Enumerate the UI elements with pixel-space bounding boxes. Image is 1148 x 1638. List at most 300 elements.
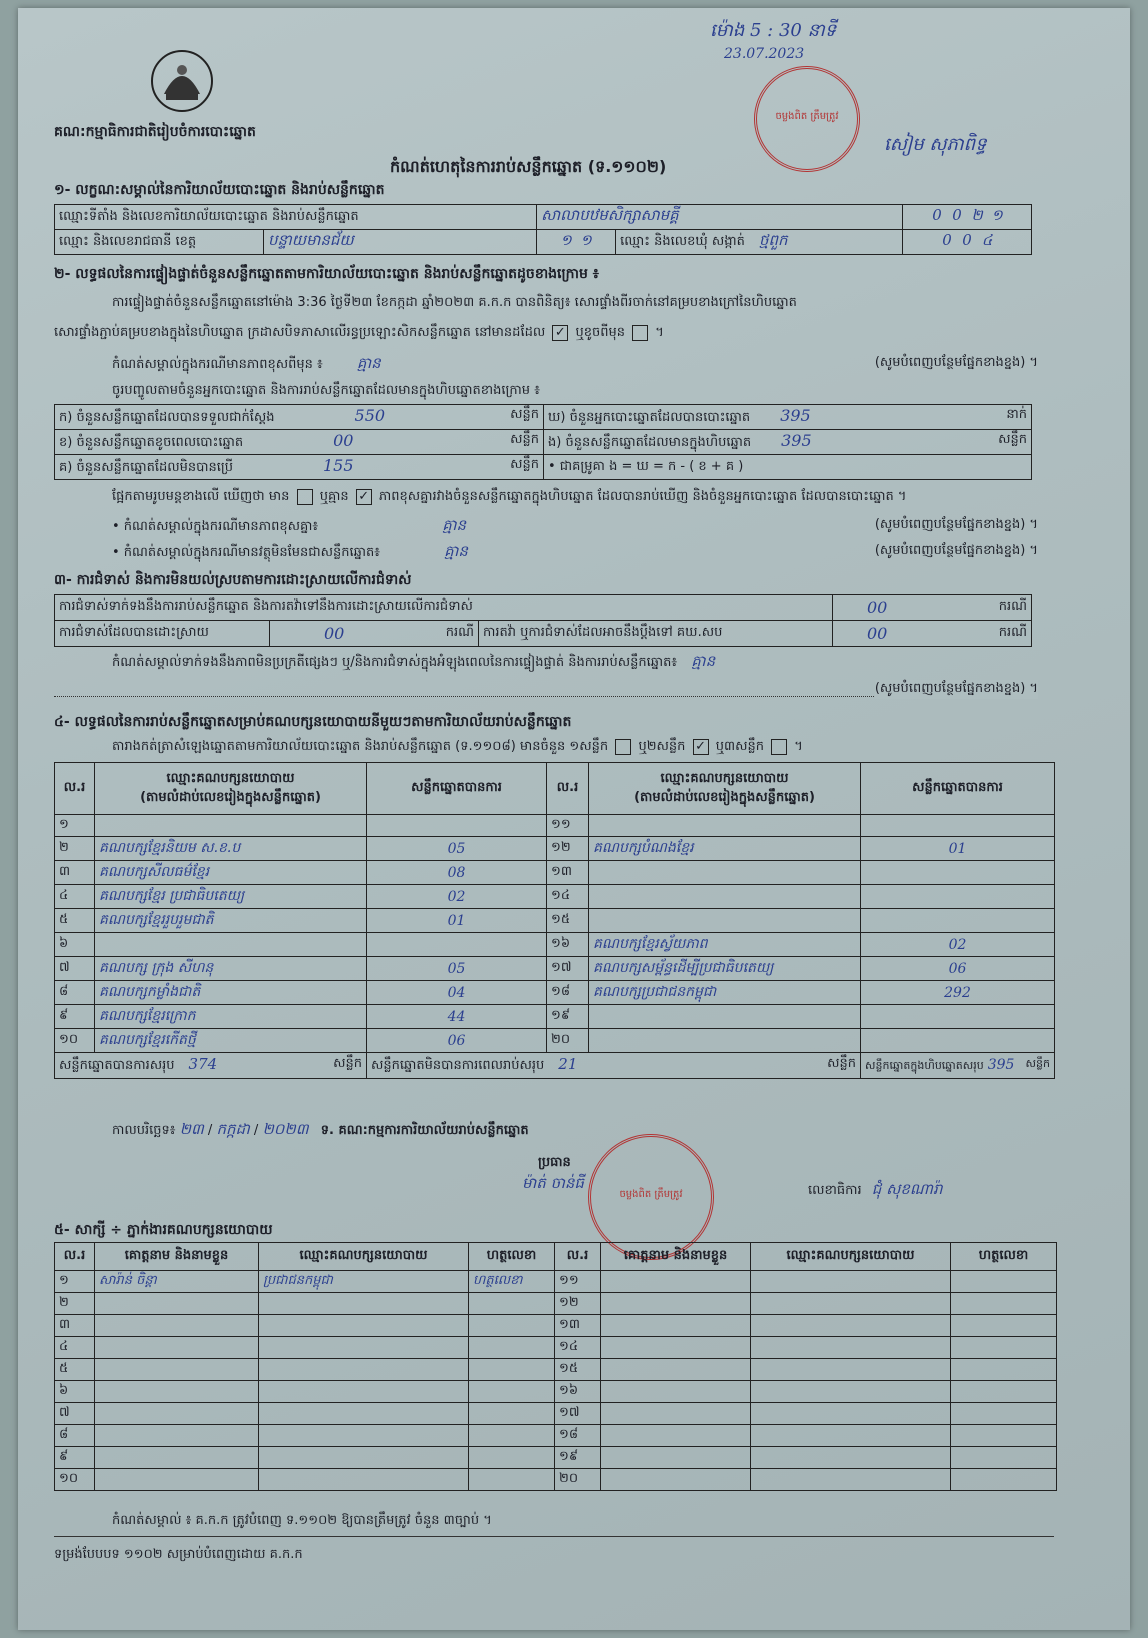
fill-more: (សូមបំពេញបន្ថែមផ្នែកខាងខ្នង) ។ — [874, 355, 1038, 370]
witness-party — [751, 1469, 951, 1491]
vote-count: 01 — [367, 909, 547, 933]
count-e-label: ង) ចំនួនសន្លឹកឆ្នោតដែលមានក្នុងហិបឆ្នោត — [548, 435, 752, 450]
vote-count — [861, 1029, 1055, 1053]
w-col-party: ឈ្មោះគណបក្សនយោបាយ — [751, 1243, 951, 1271]
count-e-unit: សន្លឹក — [998, 432, 1027, 447]
table-row — [55, 909, 1055, 933]
party-name — [95, 815, 367, 837]
col-party-label: ឈ្មោះគណបក្សនយោបាយ — [166, 770, 295, 786]
damaged-label: ឬខូចពីមុន — [575, 325, 625, 340]
witness-name — [601, 1315, 751, 1337]
secretary-name: ជុំ សុខណារ៉ា — [871, 1180, 943, 1198]
unit: សន្លឹក — [333, 1056, 362, 1071]
row-no: ១៤ — [555, 1337, 601, 1359]
objections-table — [54, 594, 1032, 647]
row-no: ១០ — [55, 1469, 95, 1491]
party-name: គណបក្សប្រជាជនកម្ពុជា — [589, 981, 861, 1005]
witness-signature — [469, 1315, 555, 1337]
total-valid-value: 374 — [188, 1055, 218, 1073]
diff-has-label: ផ្អែកតាមរូបមន្តខាងលើ ឃើញថា មាន — [112, 489, 290, 504]
party-name: គណបក្សខ្មែរស្វ័យភាព — [589, 933, 861, 957]
col-votes: សន្លឹកឆ្នោតបានការ — [367, 763, 547, 815]
total-valid-label: សន្លឹកឆ្នោតបានការសរុប — [59, 1058, 175, 1073]
witness-name — [601, 1293, 751, 1315]
witness-name — [95, 1447, 259, 1469]
total-box — [861, 1053, 1055, 1079]
commune-digits — [903, 230, 1032, 255]
witness-name — [95, 1337, 259, 1359]
row-no: ៦ — [55, 933, 95, 957]
count-a-value: 550 — [354, 406, 386, 425]
row-no: ៩ — [55, 1447, 95, 1469]
commune-label: ឈ្មោះ និងលេខឃុំ សង្កាត់ — [620, 234, 745, 249]
bullet1-value: គ្មាន — [442, 516, 466, 534]
bullet2 — [112, 542, 1038, 564]
party-name: គណបក្សខ្មែរក្រោក — [95, 1005, 367, 1029]
note1 — [112, 354, 1038, 376]
witness-name — [601, 1425, 751, 1447]
footer-divider — [54, 1536, 1054, 1537]
resolved-value: 00 — [324, 624, 345, 643]
party-name — [589, 815, 861, 837]
commune-value: ថ្មពួក — [759, 231, 788, 249]
verify-line2: សោរផ្ទាំងភ្ជាប់គម្របខាងក្នុងនៃហិបឆ្នោត ក្រដាសបិទភាសាលើរន្ធប្រឡោះសិកសន្លឹកឆ្នោត នៅមានដដែល ✓ ឬខូចពីមុន ។ — [54, 324, 664, 340]
table-row — [55, 1337, 1057, 1359]
party-name — [589, 909, 861, 933]
table-row — [55, 1381, 1057, 1403]
w-col-no: ល.រ — [55, 1243, 95, 1271]
emblem-icon — [146, 46, 218, 116]
row-no: ៩ — [55, 1005, 95, 1029]
witness-signature — [469, 1359, 555, 1381]
table-row — [55, 1271, 1057, 1293]
vote-count — [367, 815, 547, 837]
witness-party — [259, 1315, 469, 1337]
count-a-label: ក) ចំនួនសន្លឹកឆ្នោតដែលបានទទួលជាក់ស្តែង — [59, 410, 275, 425]
witness-signature: ហត្ថលេខា — [469, 1271, 555, 1293]
emblem — [146, 46, 218, 116]
two-sheet-label: ឬ២សន្លឹក — [638, 739, 686, 754]
witness-table — [54, 1242, 1057, 1491]
witness-party — [751, 1359, 951, 1381]
date-label: កាលបរិច្ឆេទ៖ — [112, 1123, 176, 1138]
witness-name — [601, 1403, 751, 1425]
count-d — [544, 405, 1032, 430]
col-no: ល.រ — [55, 763, 95, 815]
witness-name — [601, 1381, 751, 1403]
witness-name — [601, 1337, 751, 1359]
unit: សន្លឹក — [827, 1056, 856, 1071]
row-no: ៨ — [55, 1425, 95, 1447]
witness-name — [95, 1425, 259, 1447]
handwritten-time: ម៉ោង 5 : 30 នាទី — [710, 20, 837, 41]
witness-name — [95, 1403, 259, 1425]
row-no: ៤ — [55, 885, 95, 909]
digit: ៤ — [981, 231, 993, 249]
one-sheet-checkbox[interactable] — [615, 739, 631, 755]
vote-count: 04 — [367, 981, 547, 1005]
count-a-unit: សន្លឹក — [510, 407, 539, 422]
row-no: ១៧ — [555, 1403, 601, 1425]
stamp-text: ចម្លងពិត ត្រឹមត្រូវ — [619, 1189, 683, 1200]
witness-party — [751, 1337, 951, 1359]
count-e-value: 395 — [781, 431, 812, 450]
vote-count: 05 — [367, 837, 547, 861]
row-no: ៦ — [55, 1381, 95, 1403]
witness-signature — [951, 1337, 1057, 1359]
witness-signature — [951, 1271, 1057, 1293]
count-c — [55, 455, 544, 480]
digit: 0 — [952, 206, 962, 224]
formula: • ជាគម្រូគា ង = ឃ = ក - ( ខ + គ ) — [544, 455, 1032, 480]
irregularity-value: គ្មាន — [691, 652, 716, 670]
witness-name — [601, 1359, 751, 1381]
table-row — [55, 837, 1055, 861]
w-col-sign: ហត្ថលេខា — [951, 1243, 1057, 1271]
chair-name: ម៉ាត់ ចាន់ធី — [522, 1174, 584, 1192]
vote-count — [861, 885, 1055, 909]
table-row — [55, 933, 1055, 957]
party-name — [589, 885, 861, 909]
row-no: ២០ — [547, 1029, 589, 1053]
fill-more: (សូមបំពេញបន្ថែមផ្នែកខាងខ្នង) ។ — [874, 543, 1038, 558]
witness-party — [259, 1447, 469, 1469]
row-no: ១២ — [547, 837, 589, 861]
row-no: ២ — [55, 1293, 95, 1315]
party-name: គណបក្សខ្មែររួបរួមជាតិ — [95, 909, 367, 933]
diff-none-checkbox[interactable]: ✓ — [356, 489, 372, 505]
party-name — [589, 861, 861, 885]
digit: ២ — [971, 206, 983, 224]
signature-name: សៀម សុភាពិទ្ធ — [884, 134, 987, 155]
verify-line2-text: សោរផ្ទាំងភ្ជាប់គម្របខាងក្នុងនៃហិបឆ្នោត ក្រដាសបិទភាសាលើរន្ធប្រឡោះសិកសន្លឹកឆ្នោត នៅមានដដែល — [54, 325, 546, 340]
vote-count: 05 — [367, 957, 547, 981]
date-year: ២០២៣ — [262, 1120, 309, 1138]
count-b-unit: សន្លឹក — [510, 432, 539, 447]
row-no: ៨ — [55, 981, 95, 1005]
w-col-no: ល.រ — [555, 1243, 601, 1271]
w-col-sign: ហត្ថលេខា — [469, 1243, 555, 1271]
vote-count — [367, 933, 547, 957]
table-row — [55, 957, 1055, 981]
vote-count: 06 — [861, 957, 1055, 981]
witness-party — [751, 1271, 951, 1293]
col-party — [95, 763, 367, 815]
row-no: ១៨ — [547, 981, 589, 1005]
witness-signature — [469, 1447, 555, 1469]
row-no: ១៤ — [547, 885, 589, 909]
verify-line3: ចូរបញ្ចូលតាមចំនួនអ្នកបោះឆ្នោត និងការរាប់សន្លឹកឆ្នោតដែលមានក្នុងហិបឆ្នោតខាងក្រោម ៖ — [112, 383, 540, 398]
witness-signature — [951, 1359, 1057, 1381]
table-row — [55, 885, 1055, 909]
vote-count — [861, 815, 1055, 837]
stamp-text: ចម្លងពិត ត្រឹមត្រូវ — [775, 111, 839, 122]
party-name: គណបក្សខ្មែរកើតថ្មី — [95, 1029, 367, 1053]
form-title: កំណត់ហេតុនៃការរាប់សន្លឹកឆ្នោត (ទ.១១០២) — [390, 157, 667, 176]
row-no: ៤ — [55, 1337, 95, 1359]
total-box-label: សន្លឹកឆ្នោតក្នុងហិបឆ្នោតសរុប — [865, 1058, 984, 1072]
table-row — [55, 1447, 1057, 1469]
witness-signature — [469, 1293, 555, 1315]
objections-label: ការជំទាស់ទាក់ទងនឹងការរាប់សន្លឹកឆ្នោត និងការតវ៉ាទៅនឹងការដោះស្រាយលើការជំទាស់ — [55, 595, 833, 621]
witness-name — [95, 1381, 259, 1403]
witness-signature — [951, 1293, 1057, 1315]
fill-more: (សូមបំពេញបន្ថែមផ្នែកខាងខ្នង) ។ — [875, 680, 1038, 699]
verify-line1: ការផ្ទៀងផ្ទាត់ចំនួនសន្លឹកឆ្នោតនៅម៉ោង 3:36 ថ្ងៃទី២៣ ខែកក្កដា ឆ្នាំ២០២៣ គ.ក.ក បានពិនិត្យ៖ សោរផ្ទាំងពីរចាក់នៅគម្របខាងក្រៅនៃហិបឆ្នោត — [112, 295, 797, 310]
form-paper — [18, 8, 1130, 1630]
witness-name — [95, 1469, 259, 1491]
total-invalid — [367, 1053, 861, 1079]
witness-party: ប្រជាជនកម្ពុជា — [259, 1271, 469, 1293]
row-no: ១១ — [555, 1271, 601, 1293]
province-value: បន្ទាយមានជ័យ — [264, 230, 537, 255]
appeal-label: ការតវ៉ា ឬការជំទាស់ដែលអាចនឹងប្តឹងទៅ គឃ.សប — [479, 621, 833, 647]
row-no: ១៨ — [555, 1425, 601, 1447]
chair-title: ប្រធាន — [538, 1155, 571, 1170]
row-no: ១៣ — [547, 861, 589, 885]
witness-signature — [469, 1337, 555, 1359]
party-name — [95, 933, 367, 957]
section4-title: ៤- លទ្ធផលនៃការរាប់សន្លឹកឆ្នោតសម្រាប់គណបក្សនយោបាយនីមួយៗតាមការិយាល័យរាប់សន្លឹកឆ្នោត — [54, 714, 572, 730]
witness-party — [751, 1425, 951, 1447]
vote-count: 01 — [861, 837, 1055, 861]
results-body — [55, 815, 1055, 1053]
appeal-value: 00 — [867, 624, 888, 643]
witness-name — [95, 1315, 259, 1337]
w-col-name: គោត្តនាម និងនាមខ្លួន — [601, 1243, 751, 1271]
table-row — [55, 1315, 1057, 1337]
table-row — [55, 1005, 1055, 1029]
row-no: ១៦ — [555, 1381, 601, 1403]
damaged-checkbox[interactable] — [632, 325, 648, 341]
witness-signature — [469, 1425, 555, 1447]
total-invalid-value: 21 — [558, 1055, 578, 1073]
tally-intro: តារាងកត់ត្រាសំឡេងឆ្នោតតាមការិយាល័យបោះឆ្នោត និងរាប់សន្លឹកឆ្នោត (ទ.១១០៨) មានចំនួន ១សន្លឹក ឬ២សន្លឹក ✓ ឬ៣សន្លឹក ។ — [112, 738, 803, 754]
witness-party — [751, 1403, 951, 1425]
row-no: ៥ — [55, 909, 95, 933]
witness-signature — [951, 1447, 1057, 1469]
official-stamp — [754, 66, 860, 172]
witness-party — [259, 1425, 469, 1447]
witness-signature — [951, 1403, 1057, 1425]
date-month: កក្កដា — [216, 1120, 250, 1138]
intact-checkbox[interactable]: ✓ — [552, 325, 568, 341]
witness-party — [259, 1337, 469, 1359]
witness-party — [751, 1293, 951, 1315]
two-sheet-checkbox[interactable]: ✓ — [693, 739, 709, 755]
witness-name — [601, 1469, 751, 1491]
counts-table — [54, 404, 1032, 480]
party-name: គណបក្សសម្ព័ន្ធដើម្បីប្រជាធិបតេយ្យ — [589, 957, 861, 981]
table-row — [55, 981, 1055, 1005]
digit: 0 — [942, 231, 952, 249]
form-footer: ទម្រង់បែបបទ ១១០២ សម្រាប់បំពេញដោយ គ.ក.ក — [54, 1547, 303, 1562]
witness-party — [259, 1469, 469, 1491]
row-no: ១៩ — [555, 1447, 601, 1469]
w-col-party: ឈ្មោះគណបក្សនយោបាយ — [259, 1243, 469, 1271]
section2-title: ២- លទ្ធផលនៃការផ្ទៀងផ្ទាត់ចំនួនសន្លឹកឆ្នោតតាមការិយាល័យបោះឆ្នោត និងរាប់សន្លឹកឆ្នោតដូចខាងក្រោម ៖ — [54, 266, 599, 282]
witness-party — [751, 1381, 951, 1403]
table-row — [55, 815, 1055, 837]
total-box-value: 395 — [987, 1056, 1015, 1073]
bullet2-label: • កំណត់សម្គាល់ក្នុងករណីមានវត្ថុមិនមែនជាសន្លឹកឆ្នោត៖ — [112, 545, 380, 560]
vote-count: 02 — [367, 885, 547, 909]
vote-count: 08 — [367, 861, 547, 885]
three-sheet-label: ឬ៣សន្លឹក — [715, 739, 764, 754]
row-no: ១៥ — [547, 909, 589, 933]
witness-signature — [951, 1425, 1057, 1447]
vote-count — [861, 1005, 1055, 1029]
count-d-unit: នាក់ — [1006, 407, 1027, 422]
diff-line-text: ភាពខុសគ្នារវាងចំនួនសន្លឹកឆ្នោតក្នុងហិបឆ្នោត ដែលបានរាប់ឃើញ និងចំនួនអ្នកបោះឆ្នោត ដែលបានបោះឆ្នោត ។ — [378, 489, 907, 504]
col-party-label: ឈ្មោះគណបក្សនយោបាយ — [660, 770, 789, 786]
footnote: កំណត់សម្គាល់ ៖ គ.ក.ក ត្រូវបំពេញ ទ.១១០២ ឱ្យបានត្រឹមត្រូវ ចំនួន ៣ច្បាប់ ។ — [112, 1513, 492, 1528]
province-digits — [537, 230, 616, 255]
witness-signature — [469, 1381, 555, 1403]
row-no: ២០ — [555, 1469, 601, 1491]
irregularity-label: កំណត់សម្គាល់ទាក់ទងនឹងភាពមិនប្រក្រតីផ្សេងៗ ឬ/និងការជំទាស់ក្នុងអំឡុងពេលនៃការផ្ទៀងផ្ទាត់ និងការរាប់សន្លឹកឆ្នោត៖ — [112, 655, 678, 670]
row-no: ១២ — [555, 1293, 601, 1315]
row-no: ១ — [55, 815, 95, 837]
witness-name: សារ៉ាន់ ចិន្តា — [95, 1271, 259, 1293]
count-c-label: គ) ចំនួនសន្លឹកឆ្នោតដែលមិនបានប្រើ — [59, 460, 233, 475]
secretary — [808, 1180, 942, 1202]
org-sign: ទ. គណ:កម្មការការិយាល័យរាប់សន្លឹកឆ្នោត — [320, 1123, 529, 1138]
location-label: ឈ្មោះទីតាំង និងលេខការិយាល័យបោះឆ្នោត និងរាប់សន្លឹកឆ្នោត — [55, 205, 537, 230]
section1-table — [54, 204, 1032, 255]
section5-title: ៥- សាក្សី ÷ ភ្នាក់ងារគណបក្សនយោបាយ — [54, 1222, 273, 1238]
col-party-sub: (តាមលំដាប់លេខរៀងក្នុងសន្លឹកឆ្នោត) — [634, 789, 815, 805]
digit: 0 — [962, 231, 972, 249]
count-c-value: 155 — [323, 456, 354, 475]
unit: ករណី — [998, 625, 1027, 640]
sign-date: កាលបរិច្ឆេទ៖ ២៣ / កក្កដា / ២០២៣ ទ. គណ:កម្មការការិយាល័យរាប់សន្លឹកឆ្នោត — [112, 1120, 529, 1138]
table-row — [55, 1469, 1057, 1491]
row-no: ១០ — [55, 1029, 95, 1053]
tally-intro-text: តារាងកត់ត្រាសំឡេងឆ្នោតតាមការិយាល័យបោះឆ្នោត និងរាប់សន្លឹកឆ្នោត (ទ.១១០៨) មានចំនួន ១សន្លឹក — [112, 739, 609, 754]
party-name: គណបក្សកម្លាំងជាតិ — [95, 981, 367, 1005]
resolved-cell — [270, 621, 479, 647]
table-row — [55, 1293, 1057, 1315]
commune-cell — [616, 230, 903, 255]
section1-title: ១- លក្ខណ:សម្គាល់នៃការិយាល័យបោះឆ្នោត និងរាប់សន្លឹកឆ្នោត — [54, 182, 385, 198]
witness-body — [55, 1271, 1057, 1491]
digit: 0 — [932, 206, 942, 224]
row-no: ៣ — [55, 861, 95, 885]
count-d-label: ឃ) ចំនួនអ្នកបោះឆ្នោតដែលបានបោះឆ្នោត — [548, 410, 751, 425]
irregularity-line — [54, 680, 1038, 697]
section3-title: ៣- ការជំទាស់ និងការមិនយល់ស្របតាមការដោះស្រាយលើការជំទាស់ — [54, 572, 412, 588]
witness-name — [95, 1359, 259, 1381]
witness-party — [751, 1315, 951, 1337]
handwritten-date: 23.07.2023 — [724, 46, 805, 62]
appeal-cell — [833, 621, 1032, 647]
party-name: គណបក្សខ្មែរ ប្រជាធិបតេយ្យ — [95, 885, 367, 909]
count-c-unit: សន្លឹក — [510, 457, 539, 472]
col-no: ល.រ — [547, 763, 589, 815]
digit: ១ — [580, 231, 592, 249]
total-valid — [55, 1053, 367, 1079]
col-party — [589, 763, 861, 815]
witness-signature — [951, 1469, 1057, 1491]
witness-name — [95, 1293, 259, 1315]
vote-count: 292 — [861, 981, 1055, 1005]
count-b-label: ខ) ចំនួនសន្លឹកឆ្នោតខូចពេលបោះឆ្នោត — [59, 435, 244, 450]
table-row — [55, 1403, 1057, 1425]
irregularity-note — [112, 652, 715, 674]
witness-signature — [469, 1469, 555, 1491]
unit: សន្លឹក — [1025, 1056, 1050, 1070]
vote-count — [861, 909, 1055, 933]
secretary-label: លេខាធិការ — [808, 1183, 862, 1198]
fill-more: (សូមបំពេញបន្ថែមផ្នែកខាងខ្នង) ។ — [874, 517, 1038, 532]
row-no: ១៣ — [555, 1315, 601, 1337]
w-col-name: គោត្តនាម និងនាមខ្លួន — [95, 1243, 259, 1271]
objections-cell — [833, 595, 1032, 621]
row-no: ២ — [55, 837, 95, 861]
vote-count: 06 — [367, 1029, 547, 1053]
diff-has-checkbox[interactable] — [297, 489, 313, 505]
three-sheet-checkbox[interactable] — [771, 739, 787, 755]
results-table — [54, 762, 1055, 1079]
table-row — [55, 1359, 1057, 1381]
digit: ១ — [991, 206, 1003, 224]
col-party-sub: (តាមលំដាប់លេខរៀងក្នុងសន្លឹកឆ្នោត) — [140, 789, 321, 805]
row-no: ១៥ — [555, 1359, 601, 1381]
party-name: គណបក្សខ្មែរនិយម ស.ខ.ប — [95, 837, 367, 861]
party-name: គណបក្ស ក្រុង សីហនុ — [95, 957, 367, 981]
table-row — [55, 1029, 1055, 1053]
witness-party — [259, 1359, 469, 1381]
count-e — [544, 430, 1032, 455]
unit: ករណី — [998, 599, 1027, 614]
vote-count: 44 — [367, 1005, 547, 1029]
witness-name — [601, 1271, 751, 1293]
count-b-value: 00 — [333, 431, 354, 450]
row-no: ៧ — [55, 1403, 95, 1425]
location-digits — [903, 205, 1032, 230]
province-label: ឈ្មោះ និងលេខរាជធានី ខេត្ត — [55, 230, 264, 255]
row-no: ៧ — [55, 957, 95, 981]
date-day: ២៣ — [179, 1120, 204, 1138]
table-row — [55, 861, 1055, 885]
bullet1 — [112, 516, 1038, 538]
org-name: គណ:កម្មាធិការជាតិរៀបចំការបោះឆ្នោត — [54, 124, 256, 140]
resolved-label: ការជំទាស់ដែលបានដោះស្រាយ — [55, 621, 270, 647]
objections-value: 00 — [867, 598, 888, 617]
note1-label: កំណត់សម្គាល់ក្នុងករណីមានភាពខុសពីមុន ៖ — [112, 357, 323, 372]
row-no: ៣ — [55, 1315, 95, 1337]
party-name — [589, 1029, 861, 1053]
count-b — [55, 430, 544, 455]
count-d-value: 395 — [780, 406, 811, 425]
vote-count — [861, 861, 1055, 885]
witness-signature — [951, 1315, 1057, 1337]
unit: ករណី — [445, 625, 474, 640]
witness-party — [259, 1381, 469, 1403]
row-no: ១៦ — [547, 933, 589, 957]
row-no: ១ — [55, 1271, 95, 1293]
table-row — [55, 1425, 1057, 1447]
witness-signature — [951, 1381, 1057, 1403]
party-name — [589, 1005, 861, 1029]
witness-party — [259, 1403, 469, 1425]
row-no: ១៩ — [547, 1005, 589, 1029]
party-name: គណបក្សបំណងខ្មែរ — [589, 837, 861, 861]
bullet1-label: • កំណត់សម្គាល់ក្នុងករណីមានភាពខុសគ្នា៖ — [112, 519, 319, 534]
row-no: ៥ — [55, 1359, 95, 1381]
witness-party — [259, 1293, 469, 1315]
